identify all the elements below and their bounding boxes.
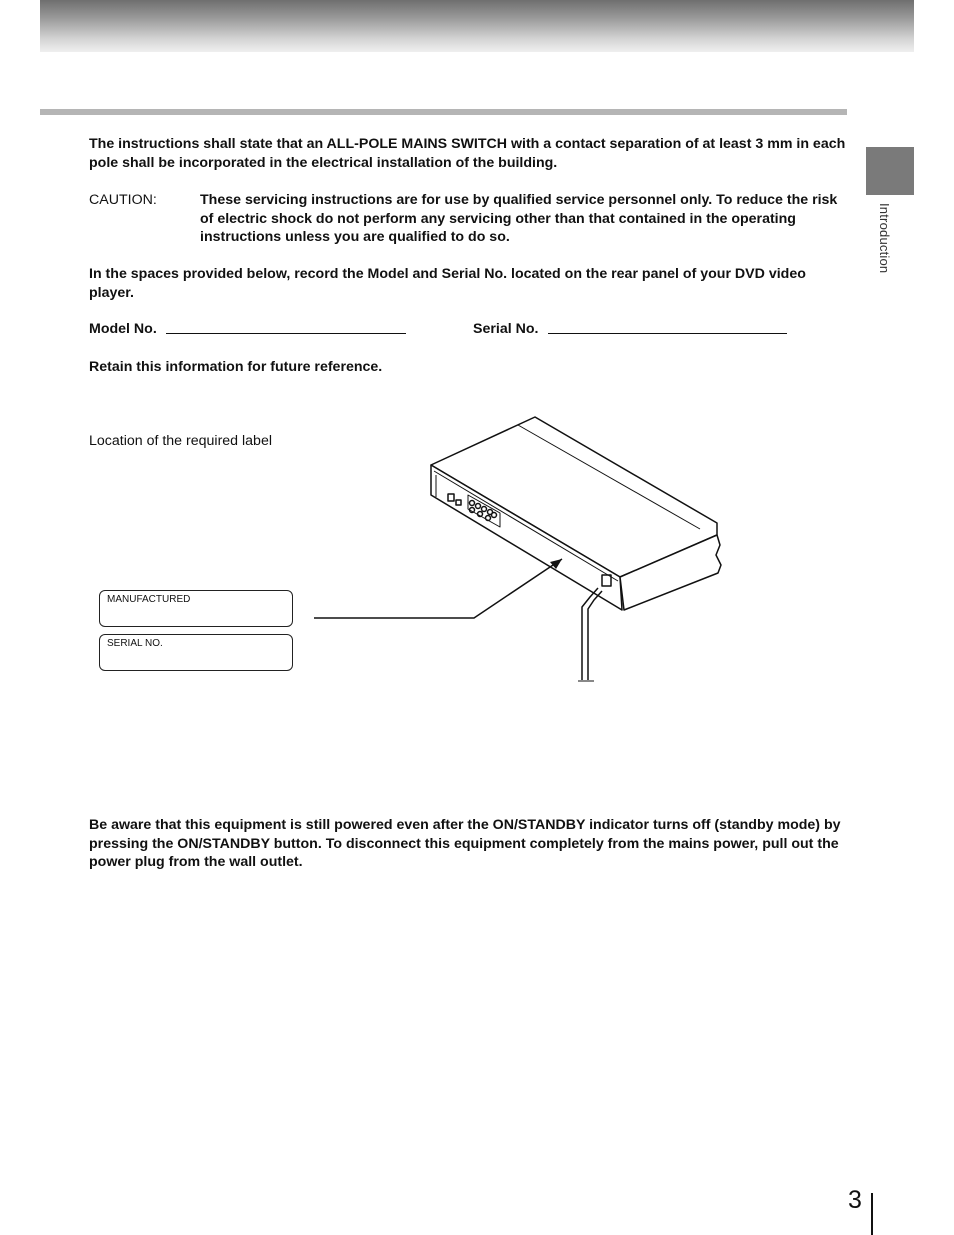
section-tab-label: Introduction	[877, 203, 892, 274]
serial-label-text: SERIAL NO.	[107, 638, 163, 649]
model-number-line	[166, 333, 406, 334]
serial-number-label: Serial No.	[473, 321, 539, 337]
page-number-rule	[871, 1193, 873, 1235]
section-tab-marker	[866, 147, 914, 195]
retain-paragraph: Retain this information for future reference.	[89, 359, 383, 375]
serial-number-line	[548, 333, 787, 334]
caution-text: These servicing instructions are for use by qualified service personnel only. To reduce the risk of electric shock do not perform any servicing other than that contained in the operating instructions unless you are qualified to do so.	[200, 192, 838, 245]
mains-switch-paragraph: The instructions shall state that an ALL-POLE MAINS SWITCH with a contact separation of at least 3 mm in each pole shall be incorporated in the electrical installation of the building.	[89, 136, 846, 171]
header-band	[40, 0, 914, 52]
figure-caption: Location of the required label	[89, 433, 272, 449]
caution-label: CAUTION:	[89, 192, 157, 208]
serial-label-box	[99, 634, 293, 671]
manufactured-label-text: MANUFACTURED	[107, 594, 191, 605]
standby-warning-paragraph: Be aware that this equipment is still powered even after the ON/STANDBY indicator turns off (standby mode) by pressing the ON/STANDBY button. To disconnect this equipment completely from the mains power, pull out the power plug from the wall outlet.	[89, 817, 841, 870]
section-rule	[40, 109, 847, 115]
page-number: 3	[848, 1186, 862, 1214]
dvd-player-rear-illustration	[300, 405, 730, 690]
model-number-label: Model No.	[89, 321, 157, 337]
record-instruction-paragraph: In the spaces provided below, record the Model and Serial No. located on the rear panel of your DVD video player.	[89, 266, 806, 301]
manufactured-label-box	[99, 590, 293, 627]
